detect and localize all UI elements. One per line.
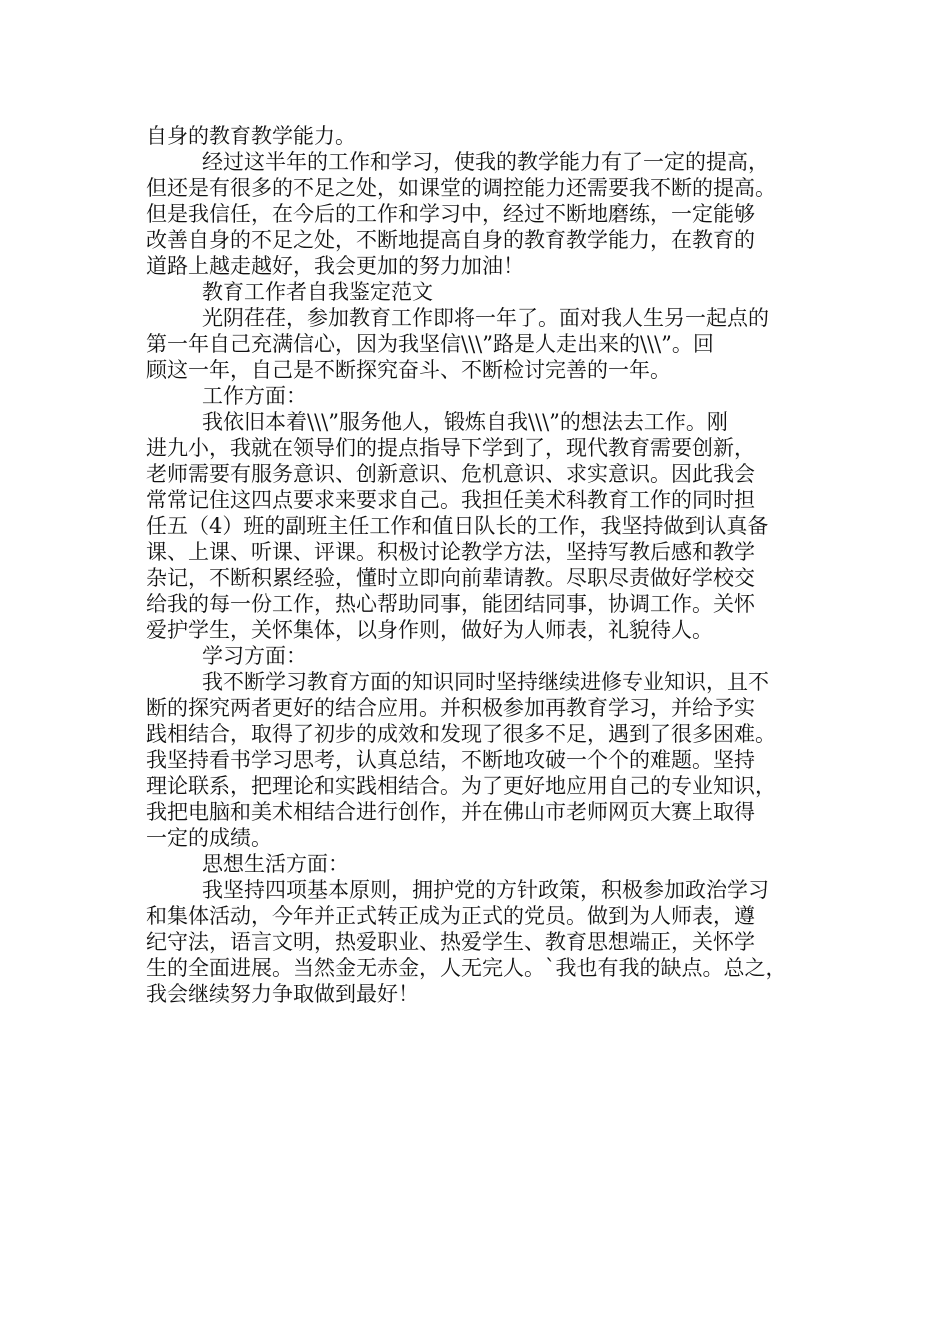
text-line: 教育工作者自我鉴定范文	[202, 280, 433, 304]
text-line: 光阴荏荏，参加教育工作即将一年了。面对我人生另一起点的	[202, 306, 769, 330]
text-line: 课、上课、听课、评课。积极讨论教学方法，坚持写教后感和教学	[146, 540, 755, 564]
text-line: 杂记，不断积累经验，懂时立即向前辈请教。尽职尽责做好学校交	[146, 566, 755, 590]
text-line: 进九小，我就在领导们的提点指导下学到了，现代教育需要创新，	[146, 436, 755, 460]
text-line: 和集体活动，今年并正式转正成为正式的党员。做到为人师表，遵	[146, 904, 755, 928]
text-line: 道路上越走越好，我会更加的努力加油！	[146, 254, 524, 278]
text-line: 我把电脑和美术相结合进行创作，并在佛山市老师网页大赛上取得	[146, 800, 755, 824]
text-line: 任五（4）班的副班主任工作和值日队长的工作，我坚持做到认真备	[146, 514, 769, 538]
text-line: 但还是有很多的不足之处，如课堂的调控能力还需要我不断的提高。	[146, 176, 776, 200]
text-line: 但是我信任，在今后的工作和学习中，经过不断地磨练，一定能够	[146, 202, 755, 226]
text-line: 思想生活方面：	[202, 852, 349, 876]
text-line: 生的全面进展。当然金无赤金，人无完人。`我也有我的缺点。总之，	[146, 956, 787, 980]
text-line: 常常记住这四点要求来要求自己。我担任美术科教育工作的同时担	[146, 488, 755, 512]
text-line: 我依旧本着\\\”服务他人，锻炼自我\\\”的想法去工作。刚	[202, 410, 728, 434]
text-line: 我坚持四项基本原则，拥护党的方针政策，积极参加政治学习	[202, 878, 769, 902]
text-line: 工作方面：	[202, 384, 307, 408]
text-line: 给我的每一份工作，热心帮助同事，能团结同事，协调工作。关怀	[146, 592, 755, 616]
text-line: 我坚持看书学习思考，认真总结，不断地攻破一个个的难题。坚持	[146, 748, 755, 772]
text-line: 自身的教育教学能力。	[146, 124, 356, 148]
text-line: 改善自身的不足之处，不断地提高自身的教育教学能力，在教育的	[146, 228, 755, 252]
text-line: 我会继续努力争取做到最好！	[146, 982, 419, 1006]
text-line: 一定的成绩。	[146, 826, 272, 850]
document-body	[146, 123, 818, 1007]
text-line: 纪守法，语言文明，热爱职业、热爱学生、教育思想端正，关怀学	[146, 930, 755, 954]
text-line: 我不断学习教育方面的知识同时坚持继续进修专业知识，且不	[202, 670, 769, 694]
text-line: 老师需要有服务意识、创新意识、危机意识、求实意识。因此我会	[146, 462, 755, 486]
text-line: 经过这半年的工作和学习，使我的教学能力有了一定的提高，	[202, 150, 769, 174]
text-line: 爱护学生，关怀集体，以身作则，做好为人师表，礼貌待人。	[146, 618, 713, 642]
text-line: 断的探究两者更好的结合应用。并积极参加再教育学习，并给予实	[146, 696, 755, 720]
text-line: 理论联系，把理论和实践相结合。为了更好地应用自己的专业知识，	[146, 774, 776, 798]
text-line: 践相结合，取得了初步的成效和发现了很多不足，遇到了很多困难。	[146, 722, 776, 746]
text-line: 学习方面：	[202, 644, 307, 668]
text-line: 顾这一年，自己是不断探究奋斗、不断检讨完善的一年。	[146, 358, 671, 382]
text-line: 第一年自己充满信心，因为我坚信\\\”路是人走出来的\\\”。回	[146, 332, 714, 356]
